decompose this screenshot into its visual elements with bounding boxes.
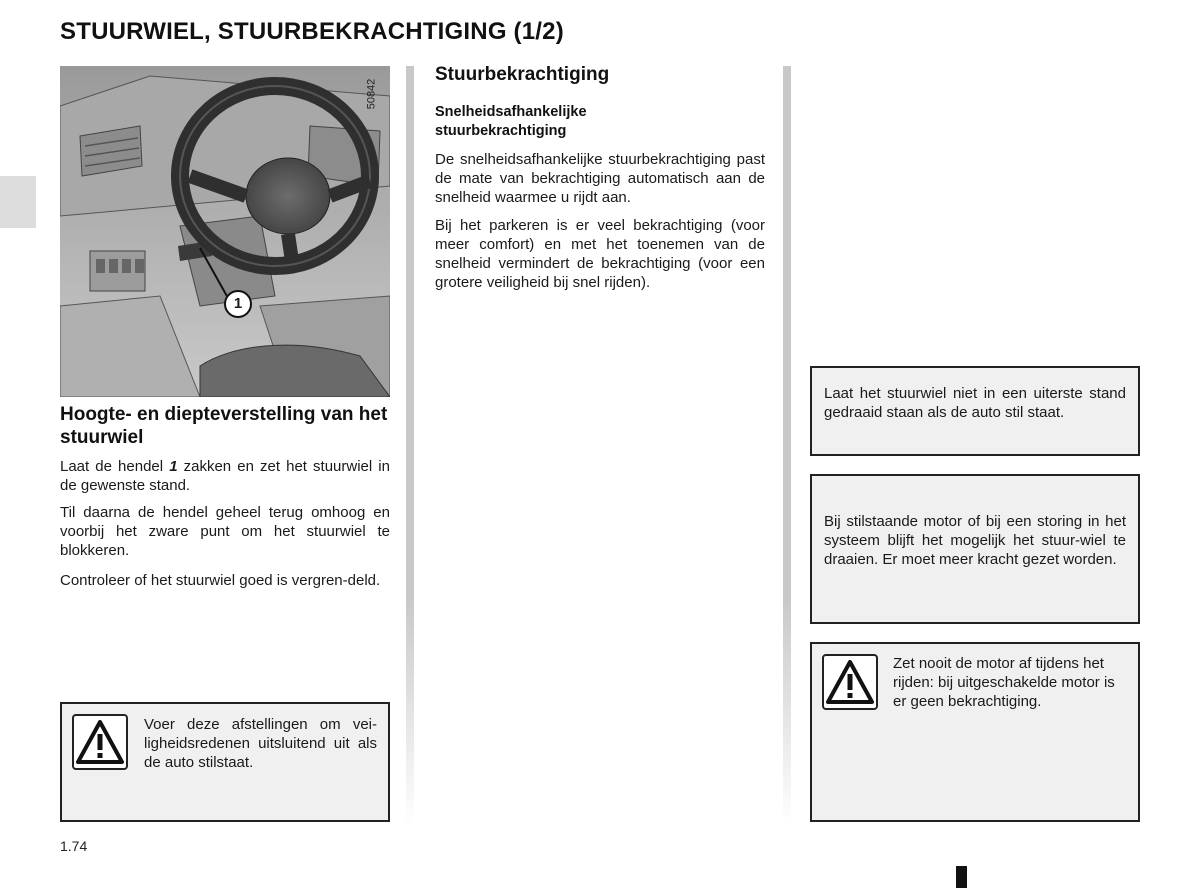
figure-code-text: 50842	[365, 78, 378, 110]
warning-triangle-icon	[72, 714, 128, 770]
column-divider-1	[406, 66, 414, 826]
column-divider-2	[783, 66, 791, 826]
right-warning-text: Zet nooit de motor af tijdens het rijden: bij uitgeschakelde motor is er geen bekrachtiging.	[893, 655, 1115, 710]
right-note-box-2	[810, 474, 1140, 624]
right-note-2-text: Bij stilstaande motor of bij een storing in het systeem blijft het mogelijk het stuur-wiel te draaien. Er moet meer kracht gezet worden.	[824, 513, 1126, 568]
left-p1-prefix: Laat de hendel	[60, 458, 170, 475]
warning-triangle-icon	[822, 654, 878, 710]
right-note-box-1	[810, 366, 1140, 456]
left-warning-text: Voer deze afstellingen om vei-ligheidsredenen uitsluitend uit als de auto stilstaat.	[144, 716, 377, 771]
callout-label: 1	[233, 295, 243, 312]
page-title: STUURWIEL, STUURBEKRACHTIGING (1/2)	[60, 18, 564, 45]
left-paragraph-3: Controleer of het stuurwiel goed is vergren-deld.	[60, 572, 381, 589]
left-warning-box	[60, 702, 390, 822]
left-paragraph-1	[60, 457, 390, 495]
left-p1-suffix: zakken en zet het stuurwiel in de gewenste stand.	[60, 458, 390, 494]
dashboard-drawing	[60, 66, 390, 397]
middle-heading: Stuurbekrachtiging	[435, 64, 610, 85]
page-edge-marker	[956, 866, 967, 888]
chapter-tab	[0, 176, 36, 228]
lever-reference: 1	[169, 458, 178, 475]
right-note-1-text: Laat het stuurwiel niet in een uiterste stand gedraaid staan als de auto stil staat.	[824, 385, 1126, 421]
figure-code	[366, 72, 386, 118]
page-number: 1.74	[60, 838, 88, 854]
middle-paragraph-1: De snelheidsafhankelijke stuurbekrachtiging past de mate van bekrachtiging automatisch aan de snelheid waarmee u rijdt aan.	[435, 151, 765, 206]
steering-wheel-illustration	[60, 66, 390, 397]
right-warning-box	[810, 642, 1140, 822]
left-heading: Hoogte- en diepteverstelling van het stuurwiel	[60, 404, 388, 448]
middle-paragraph-2: Bij het parkeren is er veel bekrachtiging (voor meer comfort) en met het toenemen van de snelheid vermindert de bekrachtiging (voor een grotere veiligheid bij snel rijden).	[435, 217, 765, 291]
middle-subheading: Snelheidsafhankelijke stuurbekrachtiging	[435, 104, 587, 139]
left-paragraph-2: Til daarna de hendel geheel terug omhoog en voorbij het zware punt om het stuurwiel te blokkeren.	[60, 504, 390, 559]
